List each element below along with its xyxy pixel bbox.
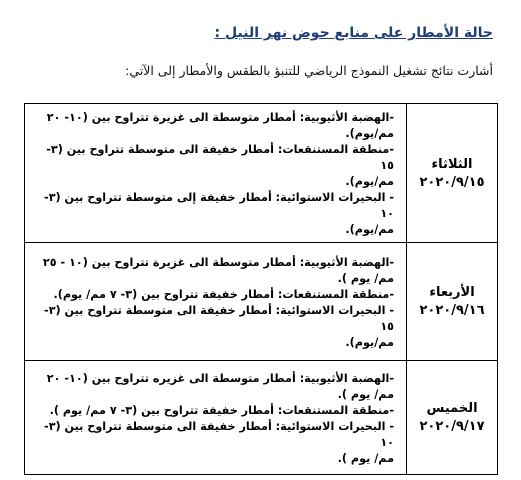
table-row xyxy=(25,361,498,475)
table-row xyxy=(25,104,498,243)
day-date: ٢٠٢٠/٩/١٧ xyxy=(419,419,485,434)
day-date: ٢٠٢٠/٩/١٦ xyxy=(419,303,485,318)
forecast-line: مم/يوم). xyxy=(345,175,394,188)
intro-text: أشارت نتائج تشغيل النموذج الرياضي للتنبؤ بالطقس والأمطار إلى الآتي: xyxy=(125,63,493,78)
day-cell xyxy=(407,104,498,243)
day-cell xyxy=(407,243,498,361)
day-name: الأربعاء xyxy=(429,285,475,300)
forecast-details xyxy=(25,361,407,475)
document-title: حالة الأمطار على منابع حوض نهر النيل : xyxy=(214,25,493,41)
forecast-line: مم/يوم). xyxy=(345,223,394,236)
day-name: الثلاثاء xyxy=(431,156,473,172)
forecast-line: - البحيرات الاستوائية: أمطار خفيفة إلى متوسطة تتراوح بين (٣- ١٠ xyxy=(44,191,394,220)
forecast-details xyxy=(25,104,407,243)
forecast-details xyxy=(25,243,407,361)
forecast-line: - البحيرات الاستوائية: أمطار خفيفة الى متوسطة تتراوح بين (٣- ١٠ xyxy=(44,419,394,449)
forecast-line: - البحيرات الاستوائية: أمطار خفيفة الى متوسطة تتراوح بين (٣- ١٥ xyxy=(44,303,394,333)
forecast-line: مم/يوم). xyxy=(345,127,394,140)
day-cell xyxy=(407,361,498,475)
forecast-line: -الهضبة الأثيوبية: أمطار متوسطة الى غزيره تتراوح بين (١٠- ٢٠ xyxy=(46,371,394,385)
forecast-line: مم/يوم). xyxy=(345,335,394,349)
forecast-line: -الهضبة الأثيوبية: أمطار متوسطة الى غزيرة تتراوح بين (١٠- ٢٠ xyxy=(46,111,394,124)
forecast-line: -منطقة المستنقعات: أمطار خفيفة تتراوح بين (٣- ٧ مم/ يوم). xyxy=(53,287,394,301)
forecast-line: مم/ يوم ). xyxy=(337,451,394,465)
forecast-line: -منطقة المستنقعات: أمطار خفيفة الى متوسطة تتراوح بين (٣- ١٥ xyxy=(46,143,394,172)
forecast-line: -منطقة المستنقعات: أمطار خفيفة تتراوح بين (٣- ٧ مم/ يوم ). xyxy=(49,403,394,417)
forecast-line: مم/ يوم ). xyxy=(337,387,394,401)
forecast-line: مم/ يوم ). xyxy=(337,271,394,285)
table-row xyxy=(25,243,498,361)
day-date: ٢٠٢٠/٩/١٥ xyxy=(419,174,485,190)
forecast-table xyxy=(24,103,498,475)
day-name: الخميس xyxy=(426,401,478,416)
forecast-line: -الهضبة الأثيوبية: أمطار متوسطة الى غزيرة تتراوح بين (١٠ - ٢٥ xyxy=(42,255,394,269)
